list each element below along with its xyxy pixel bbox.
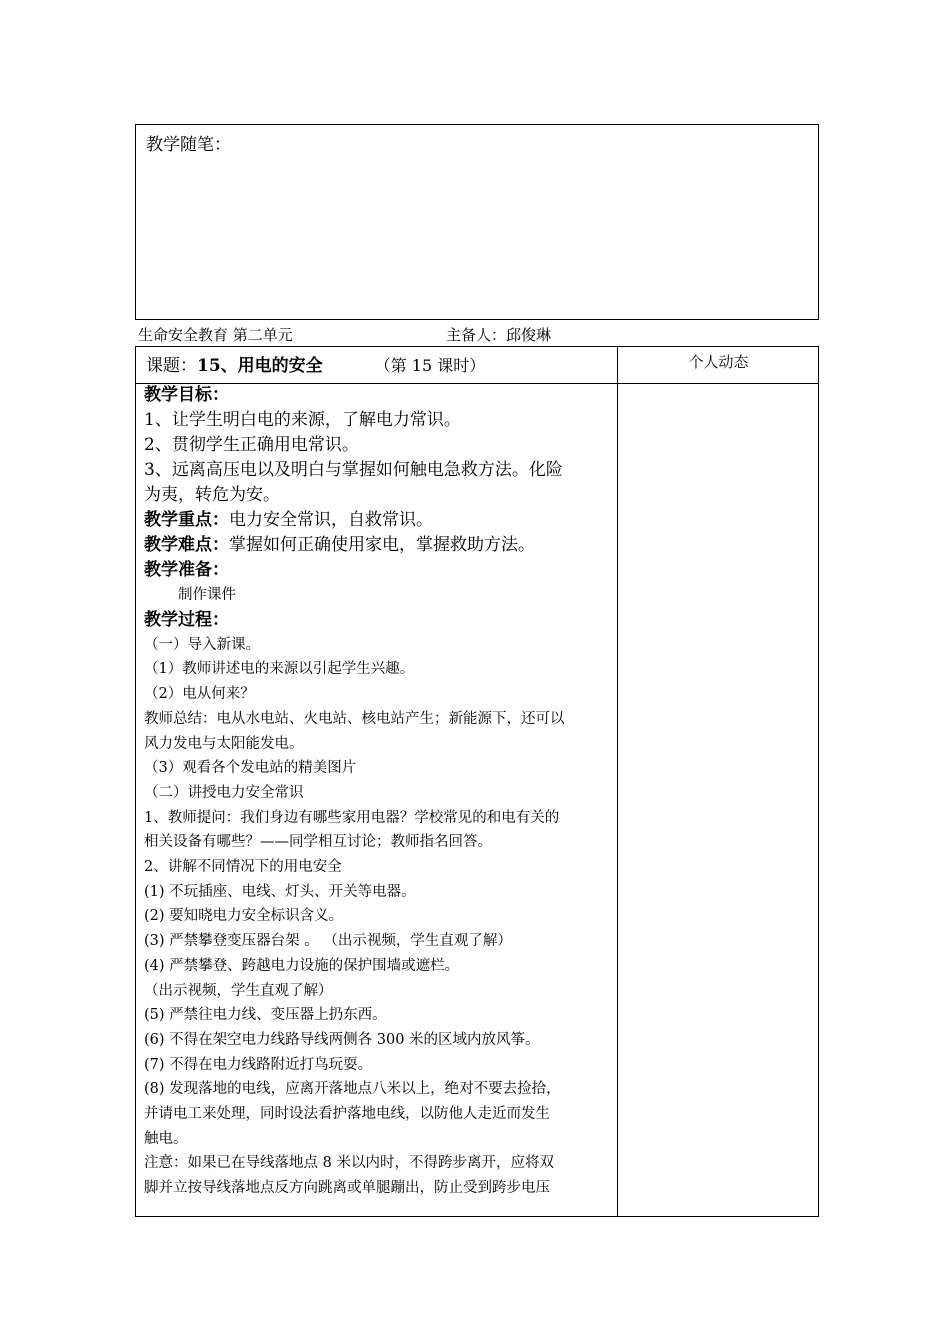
lesson-title-cell (146, 351, 485, 376)
process-line: （出示视频，学生直观了解） (144, 982, 333, 999)
key-points-label: 教学重点： (144, 510, 229, 530)
column-divider (617, 347, 618, 1216)
difficulties-line (144, 533, 612, 558)
process-line: (5) 严禁往电力线、变压器上扔东西。 (144, 1007, 387, 1024)
objectives-heading: 教学目标： (144, 385, 229, 405)
process-line: （1）教师讲述电的来源以引起学生兴趣。 (144, 661, 415, 678)
difficulties-text: 掌握如何正确使用家电，掌握救助方法。 (229, 535, 535, 555)
process-line: （3）观看各个发电站的精美图片 (144, 760, 357, 777)
process-line: 触电。 (144, 1130, 188, 1147)
objective-line: 3、远离高压电以及明白与掌握如何触电急救方法。化险 (144, 460, 563, 480)
lesson-period: （第 15 课时） (374, 356, 486, 375)
unit-header: 生命安全教育 第二单元 (138, 326, 293, 344)
process-line: 脚并立按导线落地点反方向跳离或单腿蹦出，防止受到跨步电压 (144, 1180, 550, 1197)
difficulties-label: 教学难点： (144, 535, 229, 555)
process-line: (7) 不得在电力线路附近打鸟玩耍。 (144, 1056, 373, 1073)
process-line: 1、教师提问：我们身边有哪些家用电器？学校常见的和电有关的 (144, 809, 560, 826)
process-line: （一）导入新课。 (144, 636, 260, 653)
key-points-line (144, 508, 612, 533)
objective-line: 1、让学生明白电的来源，了解电力常识。 (144, 410, 461, 430)
preparation-text: 制作课件 (178, 587, 236, 603)
process-line: 2、讲解不同情况下的用电安全 (144, 859, 342, 876)
process-line: （2）电从何来？ (144, 686, 255, 703)
process-line: (2) 要知晓电力安全标识含义。 (144, 908, 344, 925)
process-line: 注意：如果已在导线落地点 8 米以内时，不得跨步离开，应将双 (144, 1155, 554, 1172)
lesson-title: 15、用电的安全 (197, 356, 323, 376)
teaching-notes-box (135, 124, 819, 320)
process-line: (1) 不玩插座、电线、灯头、开关等电器。 (144, 883, 416, 900)
process-line: 风力发电与太阳能发电。 (144, 735, 304, 752)
process-line: 教师总结：电从水电站、火电站、核电站产生；新能源下，还可以 (144, 710, 565, 727)
process-line: (6) 不得在架空电力线路导线两侧各 300 米的区域内放风筝。 (144, 1031, 540, 1048)
objective-line: 为夷，转危为安。 (144, 485, 280, 505)
process-line: (3) 严禁攀登变压器台架 。 （出示视频，学生直观了解） (144, 933, 512, 950)
preparer-header: 主备人：邱俊琳 (446, 326, 552, 344)
process-line: 并请电工来处理，同时设法看护落地电线，以防他人走近而发生 (144, 1106, 550, 1123)
objective-line: 2、贯彻学生正确用电常识。 (144, 435, 359, 455)
teaching-notes-label: 教学随笔： (146, 135, 231, 155)
lesson-plan-table (135, 346, 819, 1217)
process-line: 相关设备有哪些？——同学相互讨论；教师指名回答。 (144, 834, 492, 851)
title-prefix: 课题： (146, 356, 197, 376)
key-points-text: 电力安全常识，自救常识。 (229, 510, 433, 530)
personal-notes-header: 个人动态 (688, 353, 749, 371)
process-line: (8) 发现落地的电线，应离开落地点八米以上，绝对不要去捡拾， (144, 1081, 561, 1098)
process-heading: 教学过程： (144, 609, 229, 630)
lesson-content (144, 383, 612, 1201)
process-line: (4) 严禁攀登、跨越电力设施的保护围墙或遮栏。 (144, 957, 460, 974)
preparation-heading: 教学准备： (144, 560, 229, 580)
process-line: （二）讲授电力安全常识 (144, 784, 304, 801)
